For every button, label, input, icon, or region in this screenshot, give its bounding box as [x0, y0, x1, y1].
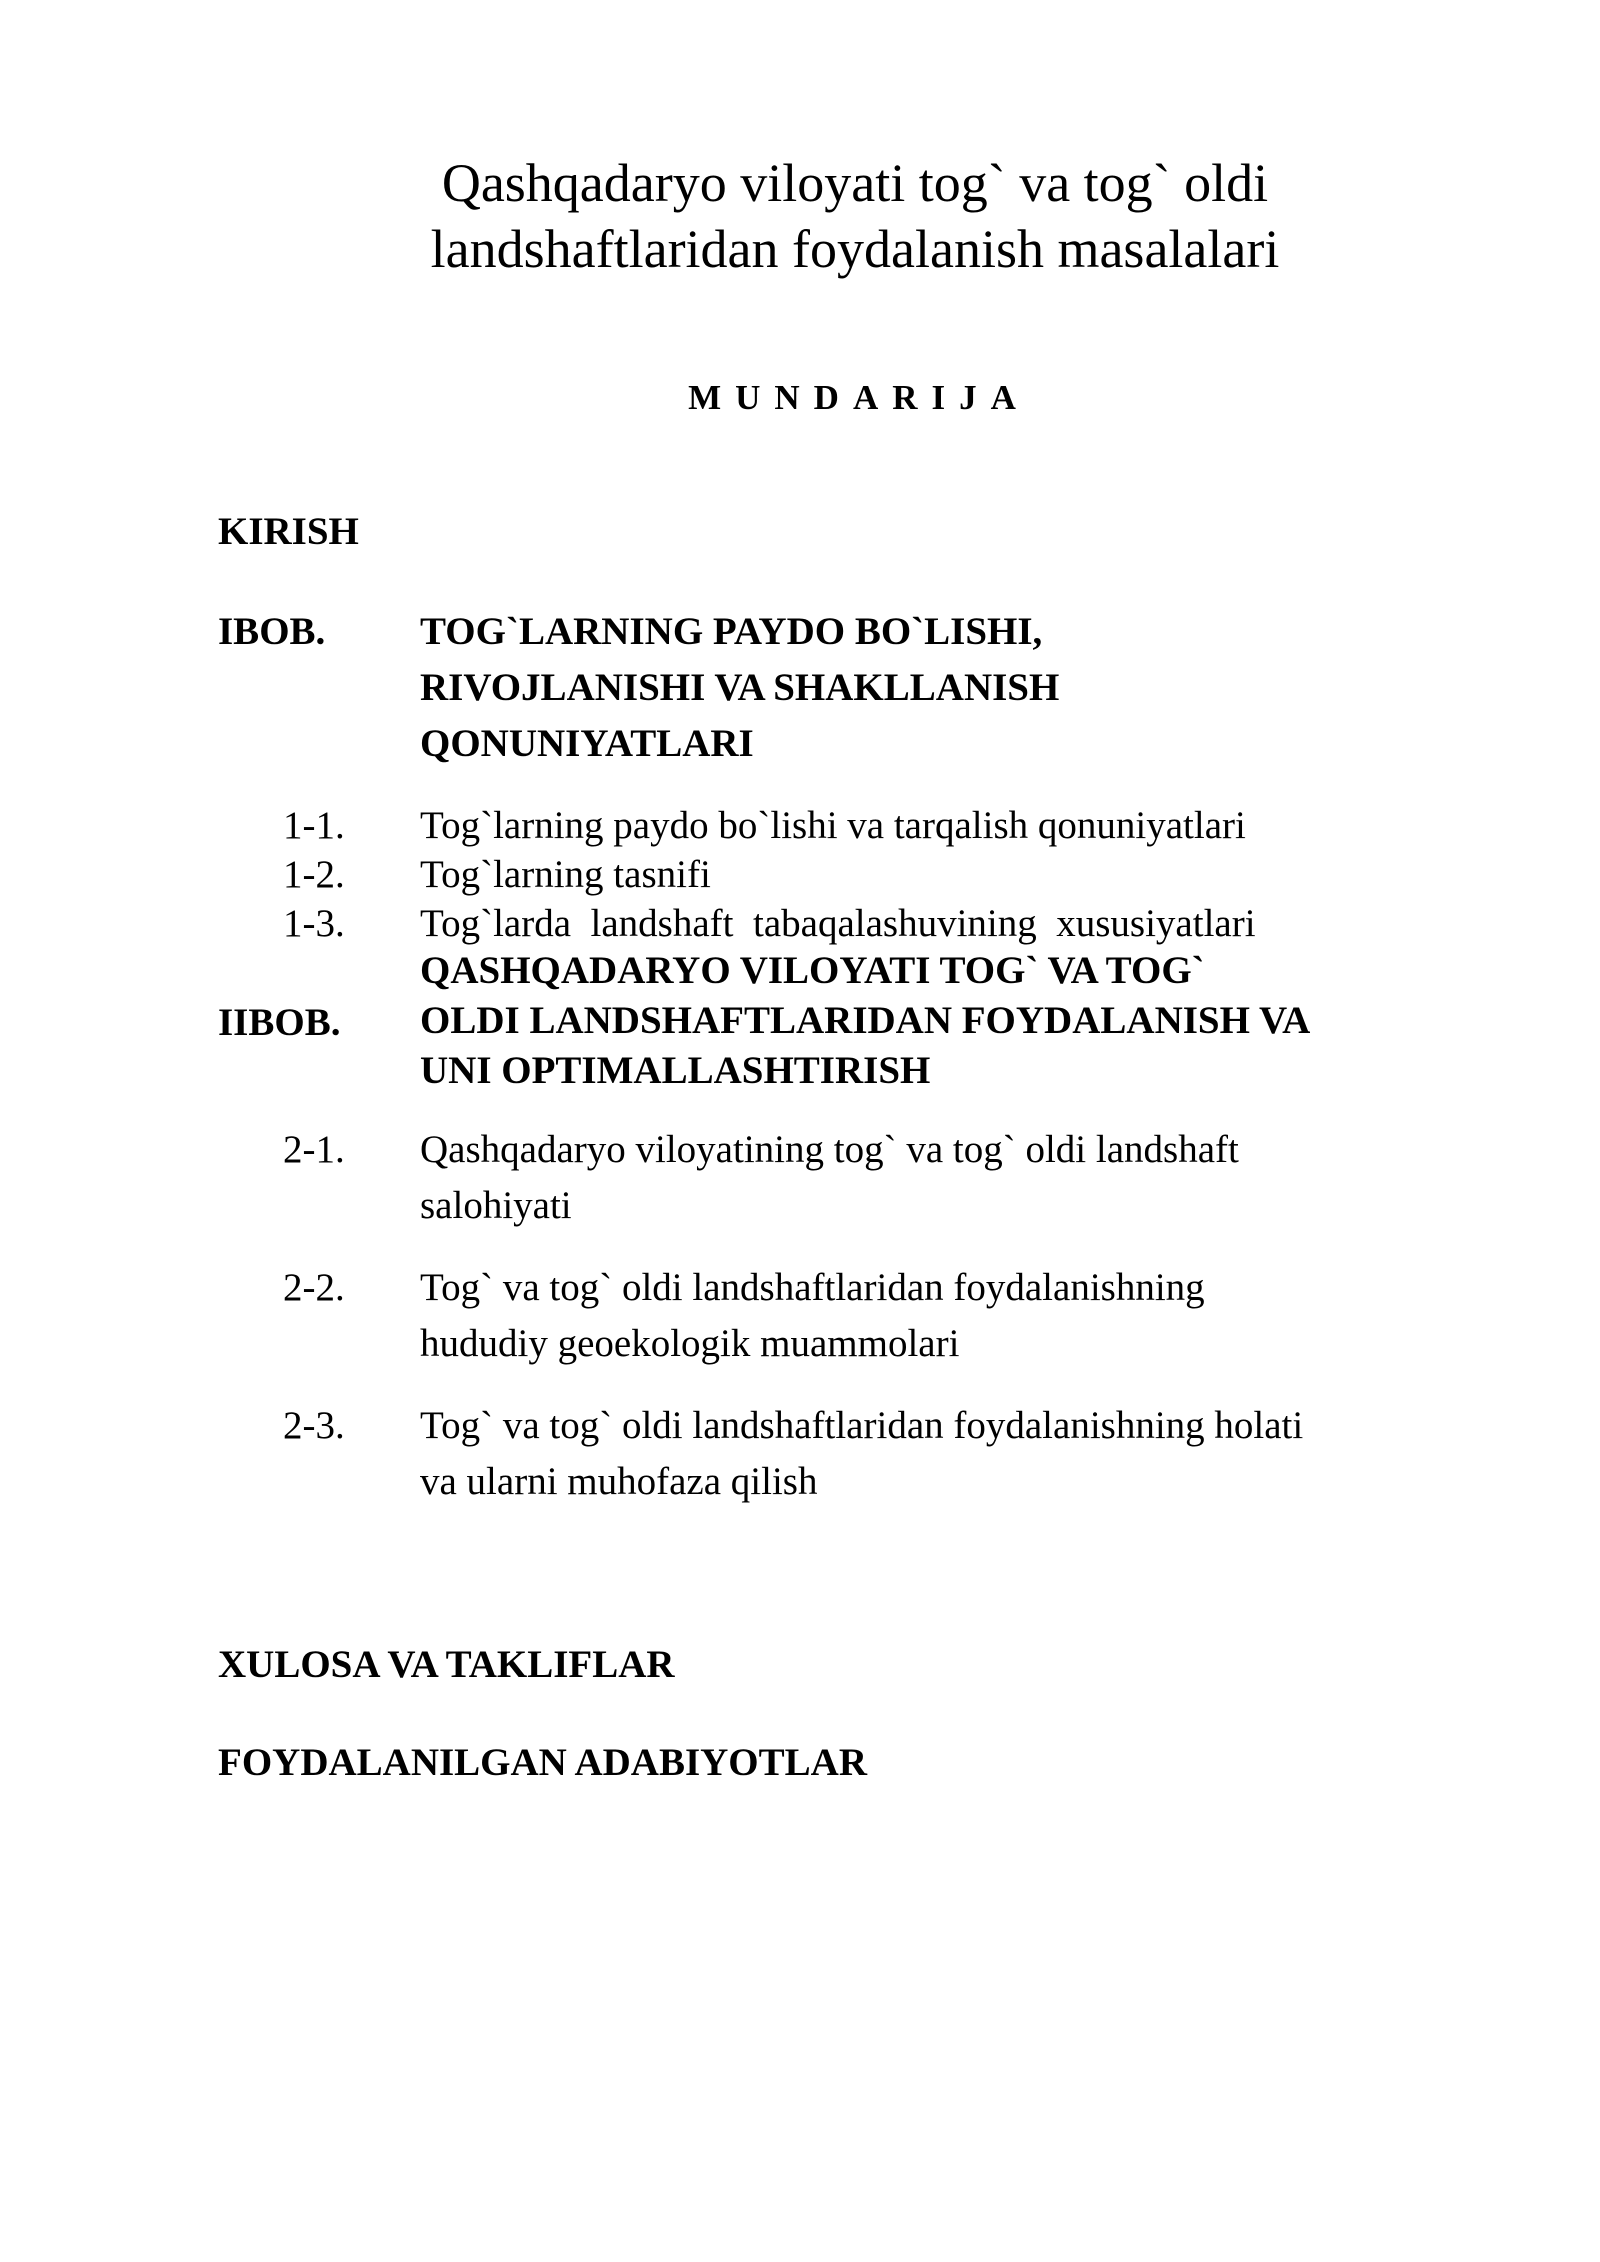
section-number: 1-1.: [283, 804, 345, 847]
section-title-line: Qashqadaryo viloyatining tog` va tog` oldi landshaft: [420, 1128, 1239, 1171]
section-title-line: salohiyati: [420, 1184, 572, 1227]
section-title: [420, 1122, 1239, 1234]
chapter1-title: [420, 604, 1059, 772]
document-title: [330, 150, 1380, 282]
section-title: [420, 1260, 1205, 1372]
title-line-1: Qashqadaryo viloyati tog` va tog` oldi: [441, 153, 1269, 213]
chapter1-title-line: QONUNIYATLARI: [420, 722, 754, 765]
chapter1-title-line: TOG`LARNING PAYDO BO`LISHI,: [420, 610, 1043, 653]
section-title: Tog`larning tasnifi: [420, 853, 711, 896]
toc-references: FOYDALANILGAN ADABIYOTLAR: [218, 1741, 867, 1784]
title-line-2: landshaftlaridan foydalanish masalalari: [430, 219, 1280, 279]
section-title-line: Tog` va tog` oldi landshaftlaridan foydalanishning: [420, 1266, 1205, 1309]
chapter2-title-line: QASHQADARYO VILOYATI TOG` VA TOG`: [420, 949, 1205, 992]
section-number: 2-3.: [283, 1404, 345, 1447]
toc-intro: KIRISH: [218, 510, 359, 553]
section-title-line: va ularni muhofaza qilish: [420, 1460, 818, 1503]
section-title-line: hududiy geoekologik muammolari: [420, 1322, 960, 1365]
toc-conclusion: XULOSA VA TAKLIFLAR: [218, 1643, 675, 1686]
section-number: 2-2.: [283, 1266, 345, 1309]
section-title-line: Tog` va tog` oldi landshaftlaridan foydalanishning holati: [420, 1404, 1304, 1447]
chapter2-title: [420, 946, 1310, 1096]
section-title: Tog`larning paydo bo`lishi va tarqalish qonuniyatlari: [420, 804, 1246, 847]
chapter1-title-line: RIVOJLANISHI VA SHAKLLANISH: [420, 666, 1060, 709]
chapter2-title-line: OLDI LANDSHAFTLARIDAN FOYDALANISH VA: [420, 999, 1311, 1042]
section-title: [420, 1398, 1303, 1510]
toc-heading: MUNDARIJA: [688, 378, 1030, 417]
chapter2-title-line: UNI OPTIMALLASHTIRISH: [420, 1049, 931, 1092]
section-title: Tog`larda landshaft tabaqalashuvining xususiyatlari: [420, 902, 1256, 945]
chapter2-number: IIBOB.: [218, 1001, 341, 1044]
section-number: 2-1.: [283, 1128, 345, 1171]
section-number: 1-2.: [283, 853, 345, 896]
chapter1-number: IBOB.: [218, 610, 326, 653]
section-number: 1-3.: [283, 902, 345, 945]
